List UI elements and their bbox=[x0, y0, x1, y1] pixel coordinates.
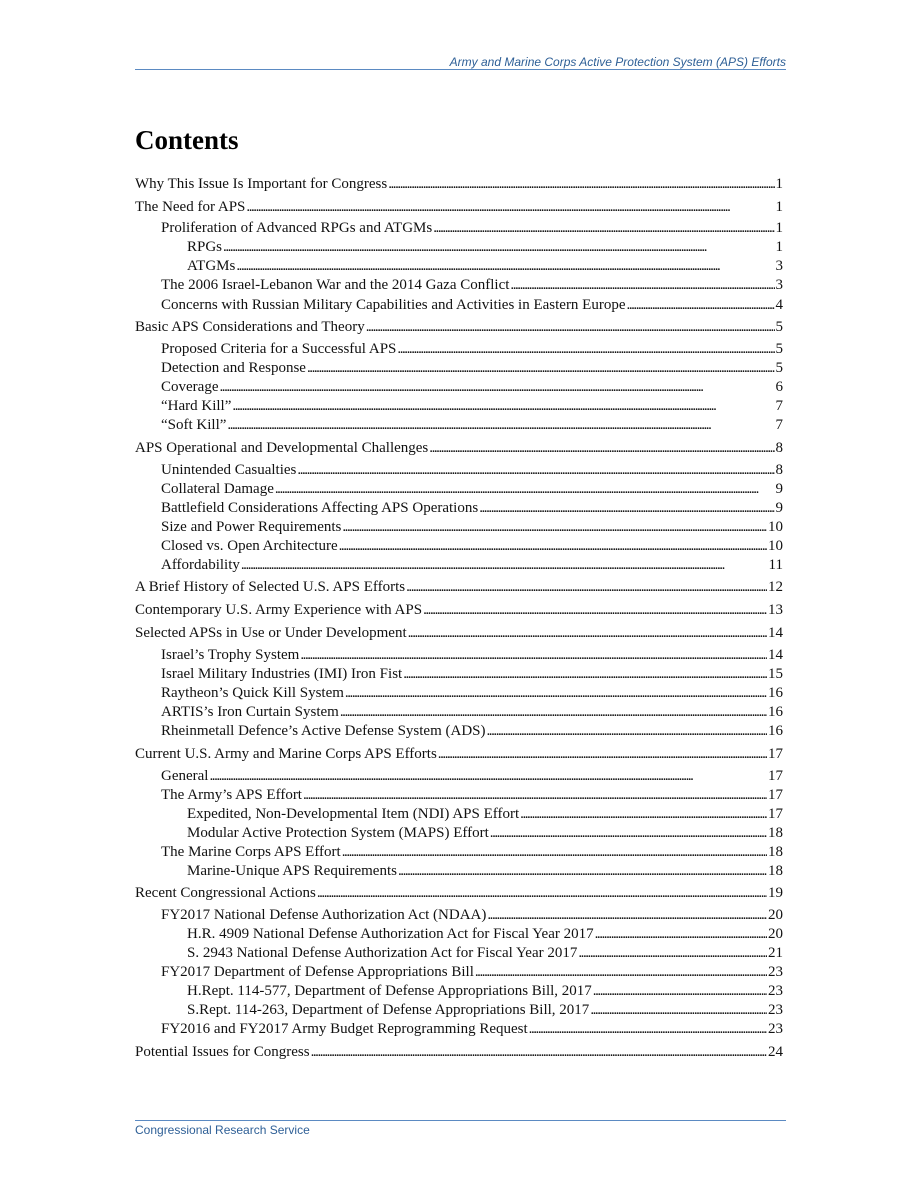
toc-entry[interactable] bbox=[161, 646, 783, 664]
toc-entry-label: ARTIS’s Iron Curtain System bbox=[161, 704, 339, 720]
toc-entry[interactable] bbox=[161, 906, 783, 924]
toc-entry-label: APS Operational and Developmental Challenges bbox=[135, 440, 429, 456]
toc-entry[interactable] bbox=[135, 884, 783, 902]
toc-entry-label: Modular Active Protection System (MAPS) Effort bbox=[187, 825, 489, 841]
toc-leader-dots bbox=[297, 461, 774, 479]
toc-leader-dots bbox=[223, 238, 774, 256]
toc-page-number: 20 bbox=[768, 926, 783, 942]
toc-entry[interactable] bbox=[161, 296, 783, 314]
toc-page-number: 14 bbox=[768, 647, 783, 663]
toc-page-number: 18 bbox=[768, 863, 783, 879]
toc-leader-dots bbox=[487, 906, 767, 924]
toc-page-number: 7 bbox=[775, 417, 783, 433]
toc-page-number: 5 bbox=[775, 360, 783, 376]
toc-leader-dots bbox=[388, 175, 774, 193]
toc-entry[interactable] bbox=[187, 257, 783, 275]
toc-entry[interactable] bbox=[187, 1001, 783, 1019]
toc-entry[interactable] bbox=[135, 198, 783, 216]
toc-entry-label: Expedited, Non-Developmental Item (NDI) APS Effort bbox=[187, 806, 520, 822]
toc-page-number: 5 bbox=[775, 319, 783, 335]
toc-entry[interactable] bbox=[135, 1043, 783, 1061]
toc-leader-dots bbox=[307, 359, 775, 377]
toc-leader-dots bbox=[403, 665, 767, 683]
toc-page-number: 4 bbox=[775, 297, 783, 313]
toc-leader-dots bbox=[303, 786, 767, 804]
toc-entry-label: Rheinmetall Defence’s Active Defense System (ADS) bbox=[161, 723, 486, 739]
toc-entry[interactable] bbox=[161, 843, 783, 861]
toc-leader-dots bbox=[490, 824, 767, 842]
toc-entry[interactable] bbox=[187, 982, 783, 1000]
toc-leader-dots bbox=[241, 556, 768, 574]
toc-entry[interactable] bbox=[161, 767, 783, 785]
toc-page-number: 7 bbox=[775, 398, 783, 414]
toc-entry-label: Recent Congressional Actions bbox=[135, 885, 316, 901]
toc-page-number: 17 bbox=[768, 787, 783, 803]
toc-page-number: 9 bbox=[775, 500, 783, 516]
toc-entry-label: Raytheon’s Quick Kill System bbox=[161, 685, 344, 701]
toc-entry-label: A Brief History of Selected U.S. APS Efforts bbox=[135, 579, 406, 595]
toc-entry-label: RPGs bbox=[187, 239, 223, 255]
toc-entry-label: S. 2943 National Defense Authorization Act for Fiscal Year 2017 bbox=[187, 945, 578, 961]
toc-entry-label: The Need for APS bbox=[135, 199, 246, 215]
toc-entry[interactable] bbox=[161, 480, 783, 498]
toc-page-number: 15 bbox=[768, 666, 783, 682]
toc-leader-dots bbox=[423, 601, 767, 619]
toc-leader-dots bbox=[487, 722, 768, 740]
toc-page-number: 1 bbox=[775, 239, 783, 255]
toc-page-number: 1 bbox=[775, 220, 783, 236]
toc-leader-dots bbox=[366, 318, 775, 336]
toc-entry-label: Unintended Casualties bbox=[161, 462, 297, 478]
toc-leader-dots bbox=[406, 578, 767, 596]
toc-leader-dots bbox=[408, 624, 767, 642]
toc-page-number: 1 bbox=[775, 176, 783, 192]
toc-page-number: 23 bbox=[768, 1002, 783, 1018]
toc-page-number: 20 bbox=[768, 907, 783, 923]
toc-leader-dots bbox=[590, 1001, 767, 1019]
toc-page-number: 13 bbox=[768, 602, 783, 618]
toc-entry[interactable] bbox=[135, 578, 783, 596]
toc-leader-dots bbox=[342, 518, 767, 536]
toc-entry[interactable] bbox=[161, 518, 783, 536]
toc-entry-label: Why This Issue Is Important for Congress bbox=[135, 176, 388, 192]
toc-page-number: 10 bbox=[768, 538, 783, 554]
toc-page-number: 19 bbox=[768, 885, 783, 901]
toc-leader-dots bbox=[345, 684, 767, 702]
toc-page-number: 14 bbox=[768, 625, 783, 641]
toc-page-number: 8 bbox=[775, 462, 783, 478]
toc-entry[interactable] bbox=[161, 416, 783, 434]
toc-entry[interactable] bbox=[135, 745, 783, 763]
toc-leader-dots bbox=[438, 745, 767, 763]
toc-leader-dots bbox=[275, 480, 775, 498]
toc-page-number: 23 bbox=[768, 964, 783, 980]
toc-entry[interactable] bbox=[161, 963, 783, 981]
toc-entry-label: S.Rept. 114-263, Department of Defense Appropriations Bill, 2017 bbox=[187, 1002, 590, 1018]
running-header: Army and Marine Corps Active Protection System (APS) Efforts bbox=[449, 55, 786, 69]
toc-entry[interactable] bbox=[187, 824, 783, 842]
toc-entry-label: The Army’s APS Effort bbox=[161, 787, 302, 803]
toc-leader-dots bbox=[236, 257, 774, 275]
toc-page-number: 1 bbox=[775, 199, 783, 215]
toc-leader-dots bbox=[342, 843, 767, 861]
toc-leader-dots bbox=[520, 805, 767, 823]
toc-entry-label: Proposed Criteria for a Successful APS bbox=[161, 341, 397, 357]
toc-page-number: 12 bbox=[768, 579, 783, 595]
toc-page-number: 21 bbox=[768, 945, 783, 961]
footer-publisher: Congressional Research Service bbox=[135, 1123, 310, 1137]
toc-entry[interactable] bbox=[187, 805, 783, 823]
toc-entry[interactable] bbox=[161, 219, 783, 237]
toc-page-number: 8 bbox=[775, 440, 783, 456]
toc-leader-dots bbox=[627, 296, 775, 314]
toc-leader-dots bbox=[209, 767, 767, 785]
toc-page-number: 11 bbox=[768, 557, 783, 573]
toc-page-number: 18 bbox=[768, 844, 783, 860]
page-title: Contents bbox=[135, 125, 239, 155]
toc-entry-label: Marine-Unique APS Requirements bbox=[187, 863, 397, 879]
toc-entry[interactable] bbox=[161, 537, 783, 555]
toc-page-number: 23 bbox=[768, 983, 783, 999]
toc-entry[interactable] bbox=[135, 318, 783, 336]
toc-leader-dots bbox=[219, 378, 774, 396]
toc-entry-label: Coverage bbox=[161, 379, 219, 395]
toc-page-number: 16 bbox=[768, 723, 783, 739]
toc-page-number: 17 bbox=[768, 806, 783, 822]
toc-entry-label: Concerns with Russian Military Capabilities and Activities in Eastern Europe bbox=[161, 297, 626, 313]
toc-entry-label: Affordability bbox=[161, 557, 240, 573]
toc-entry-label: Closed vs. Open Architecture bbox=[161, 538, 338, 554]
toc-leader-dots bbox=[397, 340, 774, 358]
toc-entry[interactable] bbox=[161, 340, 783, 358]
toc-entry[interactable] bbox=[161, 703, 783, 721]
toc-page-number: 10 bbox=[768, 519, 783, 535]
toc-entry-label: Size and Power Requirements bbox=[161, 519, 342, 535]
toc-entry-label: ATGMs bbox=[187, 258, 236, 274]
toc-entry[interactable] bbox=[135, 439, 783, 457]
toc-page-number: 24 bbox=[768, 1044, 783, 1060]
toc-leader-dots bbox=[593, 982, 767, 1000]
toc-entry[interactable] bbox=[161, 786, 783, 804]
toc-entry[interactable] bbox=[187, 238, 783, 256]
toc-entry-label: FY2017 National Defense Authorization Act (NDAA) bbox=[161, 907, 487, 923]
toc-leader-dots bbox=[339, 537, 767, 555]
toc-leader-dots bbox=[246, 198, 774, 216]
toc-page-number: 17 bbox=[768, 746, 783, 762]
toc-entry-label: Detection and Response bbox=[161, 360, 306, 376]
toc-entry[interactable] bbox=[161, 397, 783, 415]
toc-page-number: 23 bbox=[768, 1021, 783, 1037]
toc-entry[interactable] bbox=[135, 175, 783, 193]
toc-entry-label: Israel’s Trophy System bbox=[161, 647, 300, 663]
toc-page-number: 5 bbox=[775, 341, 783, 357]
toc-entry-label: Collateral Damage bbox=[161, 481, 274, 497]
toc-page-number: 16 bbox=[768, 704, 783, 720]
toc-entry[interactable] bbox=[161, 378, 783, 396]
toc-entry[interactable] bbox=[135, 624, 783, 642]
toc-entry-label: FY2017 Department of Defense Appropriations Bill bbox=[161, 964, 474, 980]
toc-entry-label: Current U.S. Army and Marine Corps APS Efforts bbox=[135, 746, 437, 762]
toc-leader-dots bbox=[300, 646, 767, 664]
toc-leader-dots bbox=[429, 439, 774, 457]
toc-leader-dots bbox=[433, 219, 774, 237]
toc-leader-dots bbox=[578, 944, 767, 962]
toc-entry-label: Basic APS Considerations and Theory bbox=[135, 319, 365, 335]
toc-page-number: 17 bbox=[768, 768, 783, 784]
toc-page-number: 16 bbox=[768, 685, 783, 701]
toc-leader-dots bbox=[510, 276, 774, 294]
toc-page-number: 3 bbox=[775, 258, 783, 274]
toc-page-number: 9 bbox=[775, 481, 783, 497]
toc-entry-label: “Soft Kill” bbox=[161, 417, 227, 433]
toc-leader-dots bbox=[475, 963, 767, 981]
toc-entry-label: Israel Military Industries (IMI) Iron Fist bbox=[161, 666, 403, 682]
toc-page-number: 18 bbox=[768, 825, 783, 841]
toc-entry[interactable] bbox=[161, 684, 783, 702]
toc-entry-label: H.R. 4909 National Defense Authorization Act for Fiscal Year 2017 bbox=[187, 926, 594, 942]
toc-leader-dots bbox=[232, 397, 774, 415]
toc-entry[interactable] bbox=[161, 1020, 783, 1038]
toc-entry[interactable] bbox=[161, 461, 783, 479]
toc-entry-label: Potential Issues for Congress bbox=[135, 1044, 310, 1060]
toc-entry[interactable] bbox=[161, 276, 783, 294]
toc-page-number: 6 bbox=[775, 379, 783, 395]
toc-entry[interactable] bbox=[161, 359, 783, 377]
toc-leader-dots bbox=[340, 703, 767, 721]
toc-entry[interactable] bbox=[187, 944, 783, 962]
toc-entry-label: The 2006 Israel-Lebanon War and the 2014 Gaza Conflict bbox=[161, 277, 510, 293]
toc-entry-label: “Hard Kill” bbox=[161, 398, 232, 414]
toc-leader-dots bbox=[227, 416, 774, 434]
footer-divider bbox=[135, 1120, 786, 1121]
toc-entry-label: Contemporary U.S. Army Experience with APS bbox=[135, 602, 423, 618]
toc-leader-dots bbox=[595, 925, 767, 943]
toc-entry[interactable] bbox=[135, 601, 783, 619]
toc-entry[interactable] bbox=[161, 556, 783, 574]
toc-entry[interactable] bbox=[161, 665, 783, 683]
toc-leader-dots bbox=[317, 884, 767, 902]
toc-entry[interactable] bbox=[187, 925, 783, 943]
toc-entry-label: H.Rept. 114-577, Department of Defense Appropriations Bill, 2017 bbox=[187, 983, 592, 999]
toc-leader-dots bbox=[479, 499, 774, 517]
toc-entry[interactable] bbox=[187, 862, 783, 880]
toc-entry-label: The Marine Corps APS Effort bbox=[161, 844, 341, 860]
toc-page-number: 3 bbox=[775, 277, 783, 293]
toc-entry-label: Battlefield Considerations Affecting APS Operations bbox=[161, 500, 479, 516]
toc-entry-label: Proliferation of Advanced RPGs and ATGMs bbox=[161, 220, 433, 236]
toc-leader-dots bbox=[398, 862, 767, 880]
toc-entry-label: Selected APSs in Use or Under Development bbox=[135, 625, 407, 641]
toc-entry-label: FY2016 and FY2017 Army Budget Reprogramming Request bbox=[161, 1021, 528, 1037]
toc-entry[interactable] bbox=[161, 499, 783, 517]
toc-entry[interactable] bbox=[161, 722, 783, 740]
toc-leader-dots bbox=[311, 1043, 767, 1061]
toc-entry-label: General bbox=[161, 768, 209, 784]
toc-leader-dots bbox=[529, 1020, 767, 1038]
